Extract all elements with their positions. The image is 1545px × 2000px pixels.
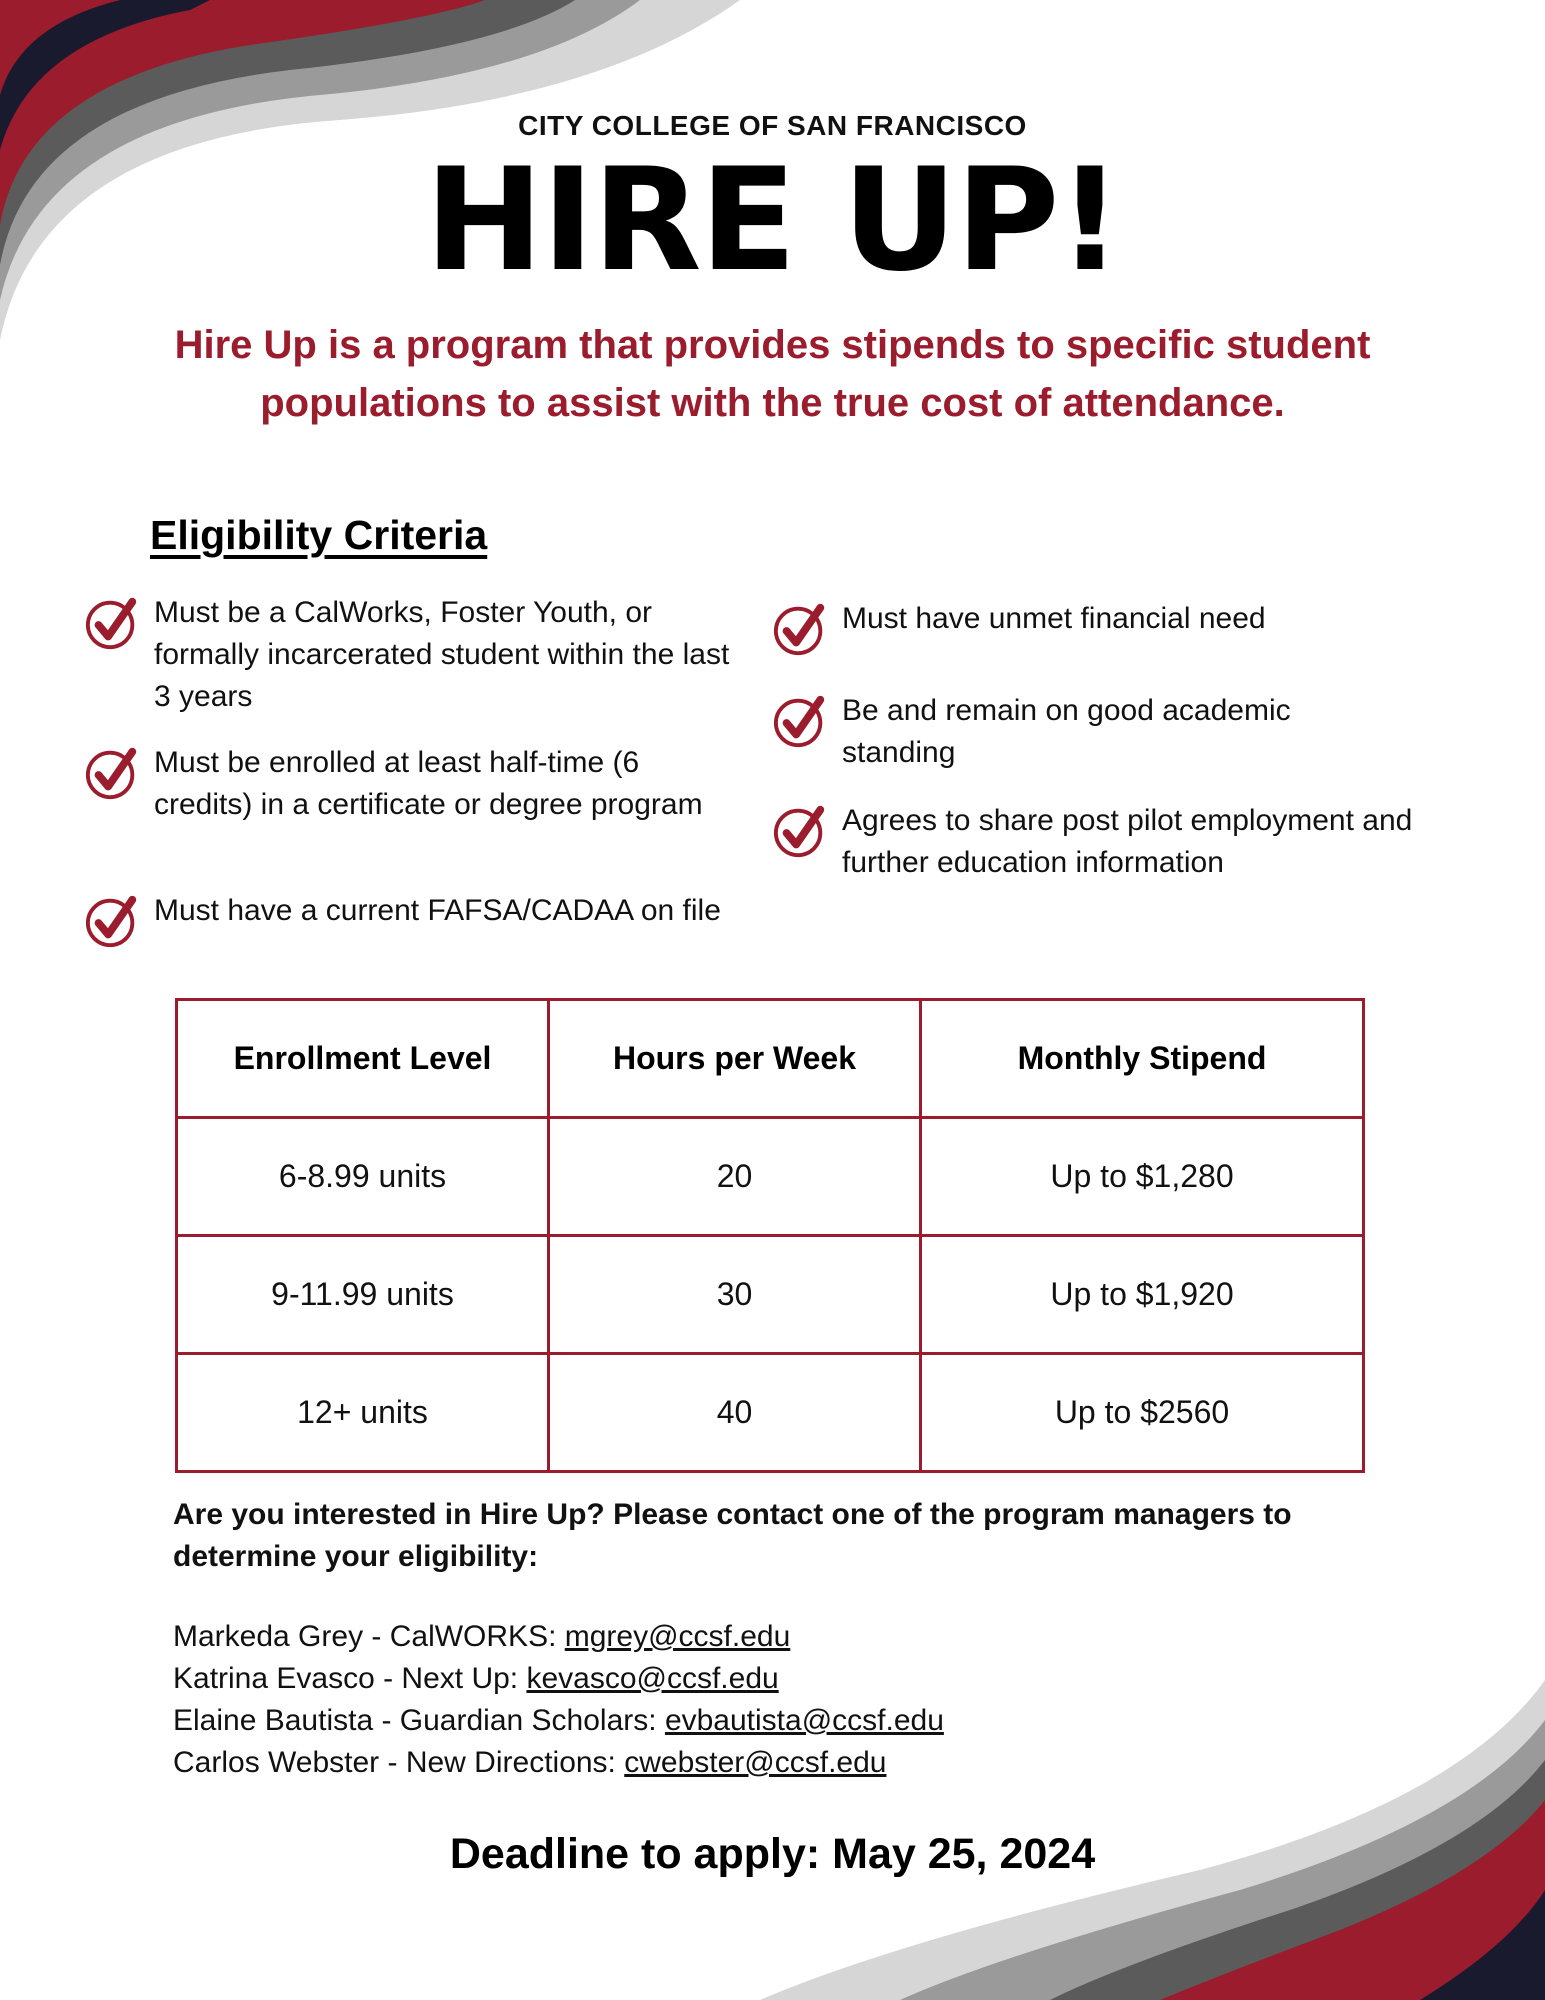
contact-item	[173, 1700, 1373, 1742]
criterion-text: Must be a CalWorks, Foster Youth, or formally incarcerated student within the last 3 years	[154, 596, 730, 713]
criterion-text: Be and remain on good academic standing	[842, 694, 1291, 769]
table-cell: Up to $1,280	[921, 1118, 1364, 1236]
criterion-text: Must have unmet financial need	[842, 602, 1266, 635]
table-row	[177, 1354, 1364, 1472]
page-title: HIRE UP!	[424, 138, 1121, 303]
check-circle-icon	[84, 892, 142, 950]
table-header-row	[177, 1000, 1364, 1118]
check-circle-icon	[772, 600, 830, 658]
criterion-item	[84, 742, 734, 826]
table-cell: 30	[549, 1236, 921, 1354]
contact-list	[173, 1616, 1373, 1784]
email-link[interactable]: mgrey@ccsf.edu	[564, 1620, 791, 1653]
check-circle-icon	[772, 802, 830, 860]
criterion-item	[772, 598, 1472, 658]
email-link[interactable]: evbautista@ccsf.edu	[664, 1704, 944, 1737]
check-circle-icon	[84, 744, 142, 802]
table-row	[177, 1118, 1364, 1236]
criterion-item	[84, 592, 734, 718]
column-header: Monthly Stipend	[921, 1000, 1364, 1118]
program-description: Hire Up is a program that provides stipends to specific student populations to assist with the true cost of attendance.	[174, 323, 1371, 425]
criterion-text: Must have a current FAFSA/CADAA on file	[154, 894, 721, 927]
table-cell: 40	[549, 1354, 921, 1472]
contact-label: Elaine Bautista - Guardian Scholars:	[173, 1704, 665, 1737]
email-link[interactable]: cwebster@ccsf.edu	[624, 1746, 887, 1779]
stipend-table	[175, 998, 1365, 1473]
table-cell: Up to $1,920	[921, 1236, 1364, 1354]
table-cell: 12+ units	[177, 1354, 549, 1472]
deadline-text: Deadline to apply: May 25, 2024	[449, 1830, 1096, 1878]
column-header: Hours per Week	[549, 1000, 921, 1118]
criterion-item	[84, 890, 764, 950]
contact-item	[173, 1658, 1373, 1700]
contact-label: Carlos Webster - New Directions:	[173, 1746, 625, 1779]
eligibility-heading: Eligibility Criteria	[150, 512, 488, 558]
criterion-item	[772, 800, 1472, 884]
contact-item	[173, 1742, 1373, 1784]
check-circle-icon	[772, 692, 830, 750]
contact-question: Are you interested in Hire Up? Please contact one of the program managers to determine your eligibility:	[173, 1498, 1292, 1573]
college-name: CITY COLLEGE OF SAN FRANCISCO	[518, 110, 1027, 141]
contact-label: Katrina Evasco - Next Up:	[173, 1662, 527, 1695]
table-row	[177, 1236, 1364, 1354]
criterion-text: Agrees to share post pilot employment and further education information	[842, 804, 1413, 879]
table-cell: 6-8.99 units	[177, 1118, 549, 1236]
table-cell: 20	[549, 1118, 921, 1236]
criterion-item	[772, 690, 1372, 774]
check-circle-icon	[84, 594, 142, 652]
contact-label: Markeda Grey - CalWORKS:	[173, 1620, 565, 1653]
contact-item	[173, 1616, 1373, 1658]
criterion-text: Must be enrolled at least half-time (6 credits) in a certificate or degree program	[154, 746, 703, 821]
table-cell: Up to $2560	[921, 1354, 1364, 1472]
table-cell: 9-11.99 units	[177, 1236, 549, 1354]
email-link[interactable]: kevasco@ccsf.edu	[526, 1662, 779, 1695]
column-header: Enrollment Level	[177, 1000, 549, 1118]
